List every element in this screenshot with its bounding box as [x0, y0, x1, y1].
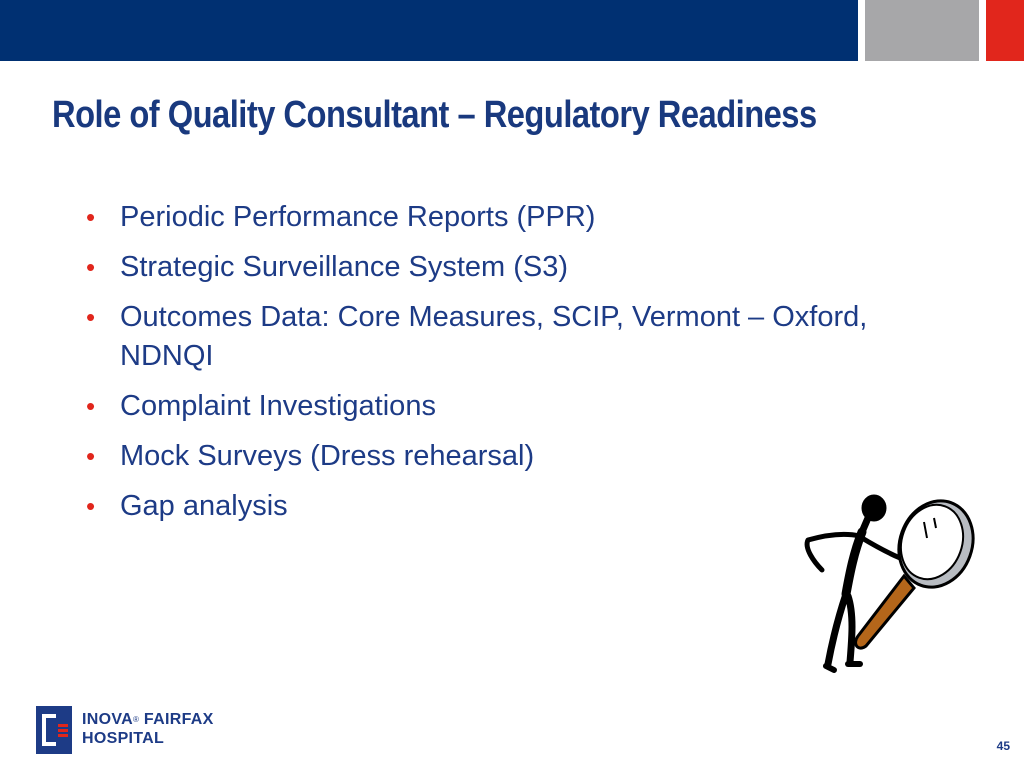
- logo-line1: INOVA: [82, 711, 133, 728]
- header-bar-gray: [865, 0, 979, 61]
- bullet-text: Gap analysis: [120, 490, 288, 522]
- magnifying-glass-stick-figure-icon: [796, 492, 976, 682]
- bullet-item: [86, 198, 916, 237]
- inova-cross-icon: [36, 706, 72, 754]
- bullet-icon: •: [86, 302, 96, 332]
- bullet-text: Complaint Investigations: [120, 390, 436, 422]
- slide-title: Role of Quality Consultant – Regulatory Readiness: [52, 94, 817, 136]
- hospital-logo: [36, 706, 236, 756]
- bullet-item: [86, 298, 916, 376]
- page-number: 45: [996, 739, 1010, 753]
- logo-wordmark: [82, 710, 214, 748]
- bullet-item: [86, 387, 916, 426]
- header-bar-red: [986, 0, 1024, 61]
- bullet-text: Mock Surveys (Dress rehearsal): [120, 440, 535, 472]
- bullet-icon: •: [86, 202, 96, 232]
- bullet-icon: •: [86, 252, 96, 282]
- bullet-text: Strategic Surveillance System (S3): [120, 251, 569, 283]
- bullet-text: Periodic Performance Reports (PPR): [120, 201, 596, 233]
- header-bar-navy: [0, 0, 858, 61]
- bullet-item: [86, 437, 916, 476]
- bullet-item: [86, 248, 916, 287]
- bullet-text: Outcomes Data: Core Measures, SCIP, Vermont – Oxford, NDNQI: [120, 301, 868, 372]
- bullet-icon: •: [86, 491, 96, 521]
- bullet-icon: •: [86, 391, 96, 421]
- bullet-icon: •: [86, 441, 96, 471]
- bullet-item: [86, 487, 916, 526]
- bullet-list: [86, 198, 916, 537]
- logo-line2: HOSPITAL: [82, 730, 165, 747]
- logo-registered-mark: ®: [132, 715, 140, 724]
- logo-line1-rest: FAIRFAX: [139, 711, 214, 728]
